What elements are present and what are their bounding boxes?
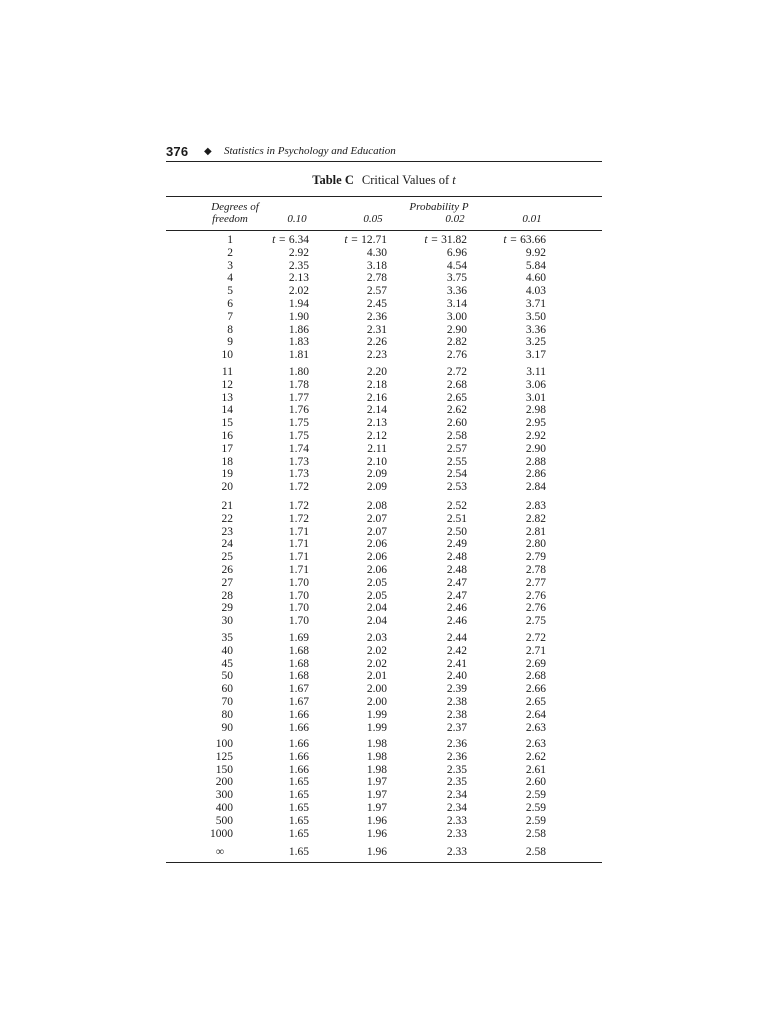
critical-value-cell: 2.72 xyxy=(446,366,467,378)
critical-value-cell: 3.25 xyxy=(525,336,546,349)
critical-value-cell: 2.48 xyxy=(446,564,467,576)
critical-value-cell: 2.37 xyxy=(446,721,467,734)
critical-value-cell: 2.23 xyxy=(366,349,387,362)
critical-value: 31.82 xyxy=(441,234,467,246)
critical-value-cell: 2.07 xyxy=(366,525,387,538)
column-header-3: 0.01 xyxy=(522,213,542,225)
degrees-of-freedom-cell: 12 xyxy=(221,378,233,391)
degrees-of-freedom-cell: 1 xyxy=(227,234,233,246)
critical-value-cell: 2.59 xyxy=(525,789,546,802)
diamond-bullet-icon: ◆ xyxy=(204,146,212,157)
degrees-of-freedom-cell: 400 xyxy=(215,802,233,814)
critical-value-cell: 2.80 xyxy=(525,538,546,551)
critical-value-cell: 2.03 xyxy=(366,632,387,644)
critical-value-cell: 2.92 xyxy=(288,246,309,259)
critical-value-cell: 2.08 xyxy=(366,500,387,512)
critical-value-cell: 2.58 xyxy=(446,430,467,442)
critical-value-cell: 3.14 xyxy=(446,298,467,310)
critical-value-cell: 2.98 xyxy=(525,404,546,417)
degrees-of-freedom-cell: 3 xyxy=(227,259,233,272)
degrees-of-freedom-cell: 50 xyxy=(221,670,233,683)
degrees-of-freedom-cell: 500 xyxy=(215,814,233,827)
critical-value-cell: 2.33 xyxy=(446,827,467,840)
critical-value-cell: 2.63 xyxy=(525,738,546,750)
critical-value-cell: 2.76 xyxy=(525,602,546,615)
critical-value-cell: 2.79 xyxy=(525,551,546,564)
critical-value-cell: 2.49 xyxy=(446,538,467,551)
critical-value-cell: 4.30 xyxy=(366,246,387,259)
critical-value-cell: 4.03 xyxy=(525,285,546,298)
critical-value-cell: 2.04 xyxy=(366,602,387,615)
critical-value-cell: 1.97 xyxy=(366,802,387,814)
critical-value-cell: 2.41 xyxy=(446,657,467,670)
critical-value-cell: 3.71 xyxy=(525,298,546,310)
critical-value-cell: 2.44 xyxy=(446,632,467,644)
critical-value-cell: 9.92 xyxy=(525,246,546,259)
stub-header-line1: Degrees of xyxy=(211,201,259,213)
critical-value-cell: 2.18 xyxy=(366,378,387,391)
critical-value-cell: 2.09 xyxy=(366,481,387,494)
degrees-of-freedom-cell: 10 xyxy=(221,349,233,362)
critical-value-cell: 2.02 xyxy=(366,657,387,670)
critical-value: 12.71 xyxy=(361,234,387,246)
critical-value-cell xyxy=(503,234,546,247)
critical-value-cell: 2.82 xyxy=(525,512,546,525)
degrees-of-freedom-cell: 6 xyxy=(227,298,233,310)
degrees-of-freedom-cell: 2 xyxy=(227,246,233,259)
running-header xyxy=(166,144,602,161)
critical-value-cell: 1.71 xyxy=(288,551,309,564)
critical-value-cell: 2.68 xyxy=(446,378,467,391)
degrees-of-freedom-cell: ∞ xyxy=(215,846,225,858)
critical-value-cell: 1.80 xyxy=(288,366,309,378)
t-prefix: t = xyxy=(503,234,521,246)
critical-value-cell: 1.70 xyxy=(288,589,309,602)
degrees-of-freedom-cell: 29 xyxy=(221,602,233,615)
critical-value-cell: 2.78 xyxy=(366,272,387,285)
critical-value-cell: 2.05 xyxy=(366,589,387,602)
critical-value-cell: 2.06 xyxy=(366,564,387,576)
critical-value-cell: 2.59 xyxy=(525,814,546,827)
critical-value-cell: 1.94 xyxy=(288,298,309,310)
critical-value-cell: 1.68 xyxy=(288,670,309,683)
table-caption-symbol: t xyxy=(452,173,456,187)
critical-value-cell: 1.74 xyxy=(288,442,309,455)
critical-value-cell: 3.36 xyxy=(446,285,467,298)
critical-value-cell: 2.83 xyxy=(525,500,546,512)
critical-value-cell: 2.92 xyxy=(525,430,546,442)
degrees-of-freedom-cell: 80 xyxy=(221,708,233,721)
critical-value-cell: 1.71 xyxy=(288,538,309,551)
critical-value-cell: 1.66 xyxy=(288,750,309,763)
critical-value-cell: 1.83 xyxy=(288,336,309,349)
degrees-of-freedom-cell: 150 xyxy=(215,763,233,776)
critical-value-cell: 3.06 xyxy=(525,378,546,391)
critical-value-cell: 2.04 xyxy=(366,615,387,628)
critical-value-cell: 1.65 xyxy=(288,776,309,789)
critical-value-cell: 1.73 xyxy=(288,455,309,468)
critical-value-cell: 1.98 xyxy=(366,750,387,763)
critical-value-cell xyxy=(344,234,387,247)
degrees-of-freedom-cell: 35 xyxy=(221,632,233,644)
critical-value-cell: 4.54 xyxy=(446,259,467,272)
degrees-of-freedom-cell: 8 xyxy=(227,323,233,336)
critical-value-cell: 2.02 xyxy=(366,644,387,657)
critical-value-cell: 1.98 xyxy=(366,738,387,750)
critical-value-cell: 1.97 xyxy=(366,789,387,802)
critical-value-cell: 1.70 xyxy=(288,576,309,589)
degrees-of-freedom-cell: 30 xyxy=(221,615,233,628)
critical-value-cell: 2.51 xyxy=(446,512,467,525)
critical-value-cell: 1.86 xyxy=(288,323,309,336)
degrees-of-freedom-cell: 21 xyxy=(221,500,233,512)
critical-value-cell: 1.98 xyxy=(366,763,387,776)
table-header-rule xyxy=(166,230,602,231)
critical-value-cell: 2.38 xyxy=(446,708,467,721)
degrees-of-freedom-cell: 16 xyxy=(221,430,233,442)
critical-value-cell: 2.50 xyxy=(446,525,467,538)
column-header-2: 0.02 xyxy=(445,213,465,225)
critical-value-cell: 2.53 xyxy=(446,481,467,494)
critical-value-cell: 2.35 xyxy=(446,763,467,776)
critical-value-cell: 2.11 xyxy=(367,442,387,455)
page-number: 376 xyxy=(166,144,189,159)
critical-value-cell: 2.57 xyxy=(446,442,467,455)
critical-value-cell: 2.42 xyxy=(446,644,467,657)
degrees-of-freedom-cell: 19 xyxy=(221,468,233,481)
critical-value-cell: 3.36 xyxy=(525,323,546,336)
critical-value-cell: 1.68 xyxy=(288,657,309,670)
critical-value-cell: 2.65 xyxy=(446,391,467,404)
critical-value-cell: 1.81 xyxy=(288,349,309,362)
critical-value-cell: 1.65 xyxy=(288,814,309,827)
critical-value-cell: 3.11 xyxy=(526,366,546,378)
degrees-of-freedom-cell: 1000 xyxy=(210,827,233,840)
critical-value-cell: 2.58 xyxy=(525,827,546,840)
critical-value-cell: 1.67 xyxy=(288,696,309,708)
critical-value-cell: 1.68 xyxy=(288,644,309,657)
critical-value-cell: 2.69 xyxy=(525,657,546,670)
critical-value-cell: 2.06 xyxy=(366,551,387,564)
critical-value-cell: 2.40 xyxy=(446,670,467,683)
critical-value-cell: 2.33 xyxy=(446,846,467,858)
degrees-of-freedom-cell: 20 xyxy=(221,481,233,494)
critical-value-cell: 2.00 xyxy=(366,696,387,708)
critical-value-cell: 2.48 xyxy=(446,551,467,564)
degrees-of-freedom-cell: 9 xyxy=(227,336,233,349)
critical-value-cell: 1.65 xyxy=(288,846,309,858)
column-header-1: 0.05 xyxy=(363,213,383,225)
critical-value-cell: 2.34 xyxy=(446,802,467,814)
critical-value-cell: 1.96 xyxy=(366,814,387,827)
degrees-of-freedom-cell: 27 xyxy=(221,576,233,589)
degrees-of-freedom-cell: 60 xyxy=(221,683,233,696)
critical-value-cell: 2.00 xyxy=(366,683,387,696)
critical-value-cell xyxy=(424,234,467,247)
table-caption xyxy=(166,173,602,188)
critical-value-cell: 2.68 xyxy=(525,670,546,683)
critical-value-cell: 2.01 xyxy=(366,670,387,683)
degrees-of-freedom-cell: 90 xyxy=(221,721,233,734)
critical-value-cell: 4.60 xyxy=(525,272,546,285)
header-rule xyxy=(166,161,602,162)
critical-value-cell: 1.75 xyxy=(288,417,309,430)
critical-value-cell: 1.70 xyxy=(288,602,309,615)
critical-value-cell: 1.72 xyxy=(288,481,309,494)
critical-value-cell: 1.72 xyxy=(288,500,309,512)
critical-value-cell: 2.84 xyxy=(525,481,546,494)
critical-value-cell: 2.64 xyxy=(525,708,546,721)
degrees-of-freedom-cell: 4 xyxy=(227,272,233,285)
critical-value-cell: 2.07 xyxy=(366,512,387,525)
critical-value-cell: 1.99 xyxy=(366,721,387,734)
degrees-of-freedom-cell: 28 xyxy=(221,589,233,602)
critical-value-cell: 3.75 xyxy=(446,272,467,285)
critical-value-cell: 2.52 xyxy=(446,500,467,512)
critical-value-cell: 2.66 xyxy=(525,683,546,696)
degrees-of-freedom-cell: 40 xyxy=(221,644,233,657)
critical-value-cell: 3.50 xyxy=(525,310,546,323)
critical-value-cell: 2.36 xyxy=(446,738,467,750)
critical-value-cell: 2.34 xyxy=(446,789,467,802)
critical-value-cell: 1.69 xyxy=(288,632,309,644)
degrees-of-freedom-cell: 11 xyxy=(221,366,233,378)
critical-value-cell: 3.17 xyxy=(525,349,546,362)
critical-value-cell: 2.63 xyxy=(525,721,546,734)
t-prefix: t = xyxy=(344,234,362,246)
critical-value-cell: 1.73 xyxy=(288,468,309,481)
degrees-of-freedom-cell: 45 xyxy=(221,657,233,670)
critical-value-cell: 1.66 xyxy=(288,763,309,776)
critical-value-cell: 2.38 xyxy=(446,696,467,708)
critical-value: 63.66 xyxy=(520,234,546,246)
spanner-header: Probability P xyxy=(409,201,469,213)
critical-value-cell: 1.72 xyxy=(288,512,309,525)
critical-value-cell: 2.60 xyxy=(446,417,467,430)
critical-value-cell: 2.61 xyxy=(525,763,546,776)
critical-value-cell: 2.26 xyxy=(366,336,387,349)
critical-value-cell: 2.20 xyxy=(366,366,387,378)
critical-value-cell: 2.95 xyxy=(525,417,546,430)
critical-value-cell: 2.39 xyxy=(446,683,467,696)
degrees-of-freedom-cell: 5 xyxy=(227,285,233,298)
critical-value-cell: 1.70 xyxy=(288,615,309,628)
critical-value-cell: 2.81 xyxy=(525,525,546,538)
critical-value-cell: 2.36 xyxy=(446,750,467,763)
critical-value-cell: 1.65 xyxy=(288,789,309,802)
critical-value-cell: 2.75 xyxy=(525,615,546,628)
critical-value-cell: 2.90 xyxy=(525,442,546,455)
critical-value-cell: 2.58 xyxy=(525,846,546,858)
critical-value-cell: 2.62 xyxy=(446,404,467,417)
critical-value-cell xyxy=(272,234,309,247)
degrees-of-freedom-cell: 125 xyxy=(215,750,233,763)
critical-value-cell: 2.12 xyxy=(366,430,387,442)
critical-value-cell: 2.35 xyxy=(288,259,309,272)
critical-value-cell: 2.05 xyxy=(366,576,387,589)
critical-value-cell: 1.76 xyxy=(288,404,309,417)
critical-value-cell: 1.75 xyxy=(288,430,309,442)
critical-value-cell: 2.09 xyxy=(366,468,387,481)
critical-value-cell: 1.71 xyxy=(288,525,309,538)
critical-value-cell: 2.76 xyxy=(446,349,467,362)
critical-value-cell: 2.33 xyxy=(446,814,467,827)
critical-value-cell: 2.35 xyxy=(446,776,467,789)
critical-value-cell: 5.84 xyxy=(525,259,546,272)
critical-value-cell: 1.96 xyxy=(366,846,387,858)
degrees-of-freedom-cell: 70 xyxy=(221,696,233,708)
critical-value-cell: 6.96 xyxy=(446,246,467,259)
critical-value-cell: 2.14 xyxy=(366,404,387,417)
table-caption-text: Critical Values of xyxy=(361,173,450,187)
table-top-rule xyxy=(166,196,602,197)
critical-value-cell: 1.71 xyxy=(288,564,309,576)
critical-value: 6.34 xyxy=(288,234,309,246)
critical-value-cell: 2.31 xyxy=(366,323,387,336)
critical-value-cell: 3.18 xyxy=(366,259,387,272)
t-prefix: t = xyxy=(424,234,442,246)
critical-value-cell: 1.66 xyxy=(288,738,309,750)
critical-value-cell: 3.01 xyxy=(525,391,546,404)
degrees-of-freedom-cell: 17 xyxy=(221,442,233,455)
critical-value-cell: 1.65 xyxy=(288,827,309,840)
critical-value-cell: 2.60 xyxy=(525,776,546,789)
critical-value-cell: 2.47 xyxy=(446,576,467,589)
critical-value-cell: 2.59 xyxy=(525,802,546,814)
critical-value-cell: 2.65 xyxy=(525,696,546,708)
critical-value-cell: 2.71 xyxy=(525,644,546,657)
critical-value-cell: 2.55 xyxy=(446,455,467,468)
running-title: Statistics in Psychology and Education xyxy=(224,145,396,157)
degrees-of-freedom-cell: 15 xyxy=(221,417,233,430)
degrees-of-freedom-cell: 18 xyxy=(221,455,233,468)
critical-value-cell: 1.90 xyxy=(288,310,309,323)
critical-value-cell: 2.13 xyxy=(288,272,309,285)
degrees-of-freedom-cell: 100 xyxy=(215,738,233,750)
critical-value-cell: 2.36 xyxy=(366,310,387,323)
degrees-of-freedom-cell: 200 xyxy=(215,776,233,789)
t-prefix: t = xyxy=(272,234,289,246)
critical-value-cell: 2.13 xyxy=(366,417,387,430)
degrees-of-freedom-cell: 14 xyxy=(221,404,233,417)
critical-value-cell: 1.66 xyxy=(288,721,309,734)
table-caption-label: Table C xyxy=(312,173,354,187)
degrees-of-freedom-cell: 300 xyxy=(215,789,233,802)
degrees-of-freedom-cell: 24 xyxy=(221,538,233,551)
degrees-of-freedom-cell: 23 xyxy=(221,525,233,538)
critical-value-cell: 1.77 xyxy=(288,391,309,404)
critical-value-cell: 2.72 xyxy=(525,632,546,644)
critical-value-cell: 2.46 xyxy=(446,615,467,628)
critical-value-cell: 2.78 xyxy=(525,564,546,576)
critical-value-cell: 2.77 xyxy=(525,576,546,589)
table-bottom-rule xyxy=(166,862,602,863)
degrees-of-freedom-cell: 22 xyxy=(221,512,233,525)
critical-value-cell: 2.02 xyxy=(288,285,309,298)
critical-value-cell: 3.00 xyxy=(446,310,467,323)
degrees-of-freedom-cell: 7 xyxy=(227,310,233,323)
critical-value-cell: 1.97 xyxy=(366,776,387,789)
degrees-of-freedom-cell: 25 xyxy=(221,551,233,564)
critical-value-cell: 2.88 xyxy=(525,455,546,468)
critical-value-cell: 2.45 xyxy=(366,298,387,310)
critical-value-cell: 1.65 xyxy=(288,802,309,814)
critical-value-cell: 2.86 xyxy=(525,468,546,481)
degrees-of-freedom-cell: 26 xyxy=(221,564,233,576)
critical-value-cell: 1.99 xyxy=(366,708,387,721)
critical-value-cell: 2.16 xyxy=(366,391,387,404)
critical-value-cell: 1.67 xyxy=(288,683,309,696)
critical-value-cell: 2.62 xyxy=(525,750,546,763)
critical-value-cell: 1.78 xyxy=(288,378,309,391)
critical-value-cell: 1.96 xyxy=(366,827,387,840)
degrees-of-freedom-cell: 13 xyxy=(221,391,233,404)
critical-value-cell: 2.46 xyxy=(446,602,467,615)
critical-value-cell: 2.10 xyxy=(366,455,387,468)
critical-value-cell: 1.66 xyxy=(288,708,309,721)
critical-value-cell: 2.82 xyxy=(446,336,467,349)
critical-value-cell: 2.90 xyxy=(446,323,467,336)
stub-header-line2: freedom xyxy=(212,213,248,225)
critical-value-cell: 2.06 xyxy=(366,538,387,551)
critical-value-cell: 2.57 xyxy=(366,285,387,298)
critical-value-cell: 2.47 xyxy=(446,589,467,602)
critical-value-cell: 2.54 xyxy=(446,468,467,481)
column-header-0: 0.10 xyxy=(287,213,307,225)
critical-value-cell: 2.76 xyxy=(525,589,546,602)
